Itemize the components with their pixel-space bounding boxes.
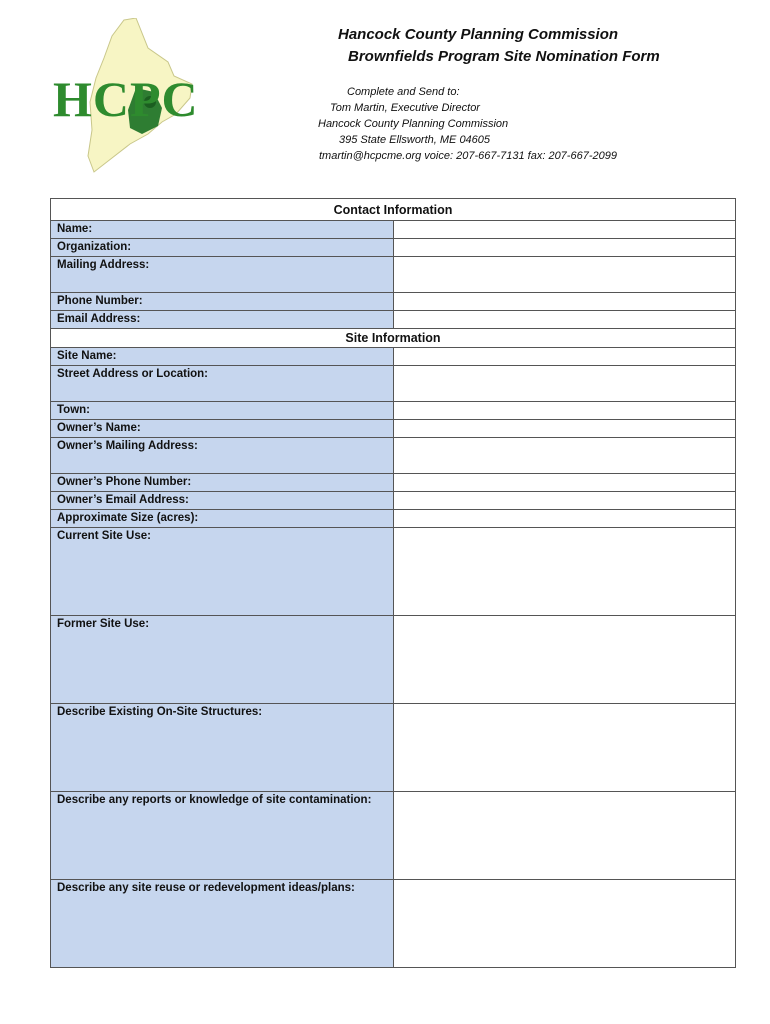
contact-text: tmartin@hcpcme.org voice: 207-667-7131 fax: 207-667-2099 bbox=[319, 150, 617, 162]
hcpc-logo bbox=[50, 18, 210, 176]
form-row bbox=[51, 221, 736, 239]
phone-number-field[interactable] bbox=[393, 293, 736, 311]
field-label: Owner’s Mailing Address: bbox=[51, 438, 394, 474]
mailing-address-field[interactable] bbox=[393, 257, 736, 293]
name-field[interactable] bbox=[393, 221, 736, 239]
site-section-title: Site Information bbox=[51, 329, 736, 348]
existing-structures-field[interactable] bbox=[393, 704, 736, 792]
contamination-field[interactable] bbox=[393, 792, 736, 880]
owner-phone-field[interactable] bbox=[393, 474, 736, 492]
email-address-field[interactable] bbox=[393, 311, 736, 329]
contact-section-header bbox=[51, 199, 736, 221]
form-row bbox=[51, 239, 736, 257]
contact-section-title: Contact Information bbox=[51, 199, 736, 221]
approximate-size-field[interactable] bbox=[393, 510, 736, 528]
field-label: Describe Existing On-Site Structures: bbox=[51, 704, 394, 792]
site-section-header bbox=[51, 329, 736, 348]
form-row bbox=[51, 438, 736, 474]
form-row bbox=[51, 348, 736, 366]
site-name-field[interactable] bbox=[393, 348, 736, 366]
form-row bbox=[51, 880, 736, 968]
form-row bbox=[51, 311, 736, 329]
form-row bbox=[51, 792, 736, 880]
street-address-field[interactable] bbox=[393, 366, 736, 402]
field-label: Owner’s Email Address: bbox=[51, 492, 394, 510]
owner-email-field[interactable] bbox=[393, 492, 736, 510]
field-label: Name: bbox=[51, 221, 394, 239]
title-line-1: Hancock County Planning Commission bbox=[338, 26, 619, 43]
organization-field[interactable] bbox=[393, 239, 736, 257]
form-row bbox=[51, 616, 736, 704]
send-to-text: Complete and Send to: bbox=[347, 86, 460, 98]
nomination-form-table bbox=[50, 198, 736, 968]
field-label: Describe any reports or knowledge of site contamination: bbox=[51, 792, 394, 880]
org-text: Hancock County Planning Commission bbox=[318, 118, 509, 130]
form-row bbox=[51, 510, 736, 528]
form-row bbox=[51, 402, 736, 420]
field-label: Describe any site reuse or redevelopment ideas/plans: bbox=[51, 880, 394, 968]
field-label: Phone Number: bbox=[51, 293, 394, 311]
form-row bbox=[51, 492, 736, 510]
field-label: Email Address: bbox=[51, 311, 394, 329]
form-row bbox=[51, 257, 736, 293]
field-label: Owner’s Name: bbox=[51, 420, 394, 438]
owner-name-field[interactable] bbox=[393, 420, 736, 438]
send-to-block bbox=[300, 84, 660, 164]
former-site-use-field[interactable] bbox=[393, 616, 736, 704]
field-label: Town: bbox=[51, 402, 394, 420]
field-label: Site Name: bbox=[51, 348, 394, 366]
field-label: Approximate Size (acres): bbox=[51, 510, 394, 528]
title-line-2: Brownfields Program Site Nomination Form bbox=[348, 48, 660, 65]
form-row bbox=[51, 704, 736, 792]
owner-mailing-address-field[interactable] bbox=[393, 438, 736, 474]
current-site-use-field[interactable] bbox=[393, 528, 736, 616]
form-row bbox=[51, 366, 736, 402]
field-label: Street Address or Location: bbox=[51, 366, 394, 402]
field-label: Organization: bbox=[51, 239, 394, 257]
form-row bbox=[51, 293, 736, 311]
field-label: Former Site Use: bbox=[51, 616, 394, 704]
form-row bbox=[51, 474, 736, 492]
field-label: Mailing Address: bbox=[51, 257, 394, 293]
form-title bbox=[330, 24, 750, 68]
reuse-plans-field[interactable] bbox=[393, 880, 736, 968]
field-label: Owner’s Phone Number: bbox=[51, 474, 394, 492]
form-row bbox=[51, 420, 736, 438]
address-text: 395 State Ellsworth, ME 04605 bbox=[339, 134, 491, 146]
town-field[interactable] bbox=[393, 402, 736, 420]
field-label: Current Site Use: bbox=[51, 528, 394, 616]
logo-text: HCPC bbox=[53, 71, 199, 127]
form-row bbox=[51, 528, 736, 616]
director-text: Tom Martin, Executive Director bbox=[330, 102, 480, 114]
